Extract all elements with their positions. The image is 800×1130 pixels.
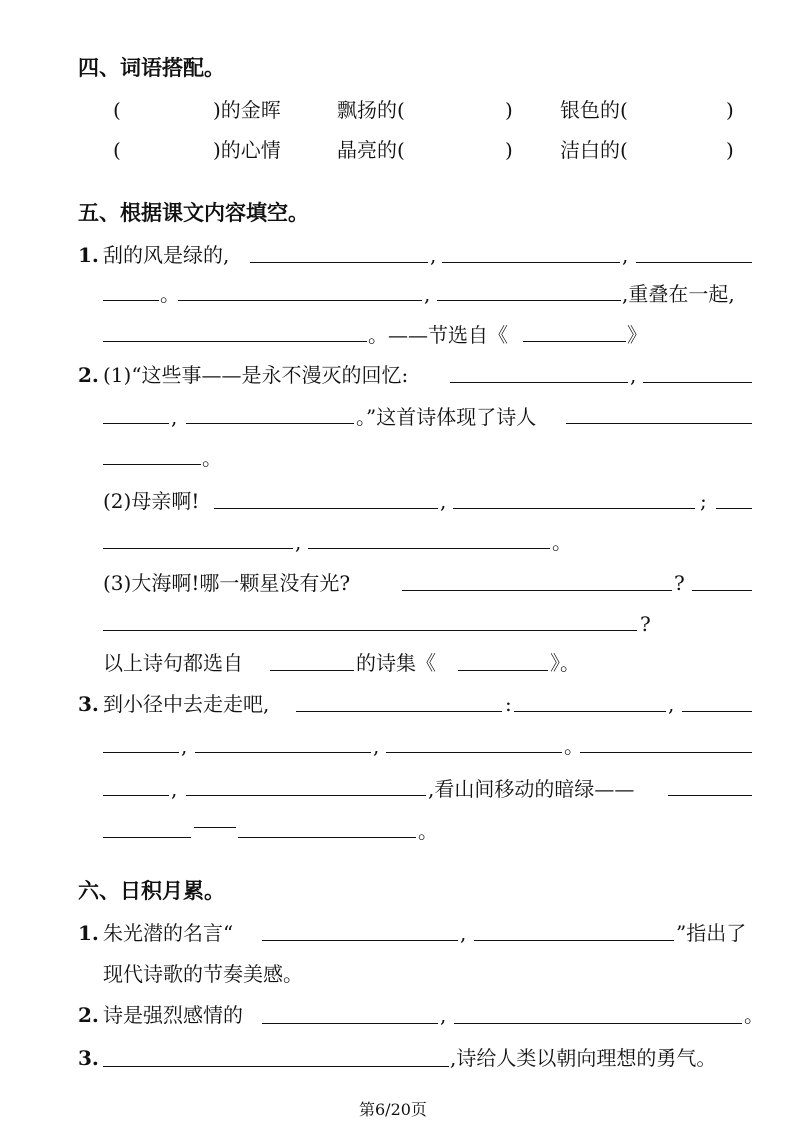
answer-blank[interactable]	[214, 508, 438, 509]
punct: 。	[744, 1003, 764, 1027]
answer-blank[interactable]	[238, 837, 416, 838]
answer-blank[interactable]	[178, 300, 422, 301]
answer-blank[interactable]	[250, 262, 428, 263]
answer-blank[interactable]	[636, 262, 752, 263]
answer-blank[interactable]	[103, 1066, 449, 1067]
punct: ?	[640, 612, 651, 636]
answer-blank[interactable]	[262, 940, 458, 941]
blank-paren-close: )	[726, 138, 734, 162]
question-number: 2.	[78, 1003, 99, 1027]
answer-blank[interactable]	[474, 940, 674, 941]
punct: 。	[564, 734, 584, 758]
answer-blank[interactable]	[453, 508, 695, 509]
punct: ,	[622, 243, 629, 267]
punct: ,	[171, 405, 178, 429]
phrase-jiebai: 洁白的(	[560, 138, 628, 162]
q3-text: ,看山间移动的暗绿——	[428, 777, 635, 801]
section-5-title: 五、根据课文内容填空。	[78, 201, 309, 225]
punct: ,	[181, 734, 188, 758]
punct: ,	[171, 777, 178, 801]
question-number: 2.	[78, 363, 99, 387]
answer-blank[interactable]	[103, 630, 637, 631]
q1-source: 。——节选自《	[368, 323, 508, 347]
punct: ,	[440, 1003, 447, 1027]
answer-blank[interactable]	[103, 752, 179, 753]
answer-blank[interactable]	[103, 548, 293, 549]
punct: ,	[430, 243, 437, 267]
q1-source-close: 》	[627, 323, 647, 347]
q2-part3-text: (3)大海啊!哪一颗星没有光?	[103, 571, 351, 595]
answer-blank[interactable]	[402, 590, 672, 591]
phrase-piaoyang: 飘扬的(	[337, 98, 405, 122]
q2-summary-text: 以上诗句都选自	[103, 651, 243, 675]
question-number: 3.	[78, 692, 99, 716]
answer-blank[interactable]	[716, 508, 752, 509]
answer-blank[interactable]	[566, 423, 752, 424]
question-number: 3.	[78, 1046, 99, 1070]
s6-q1-text: 现代诗歌的节奏美感。	[103, 962, 303, 986]
answer-blank[interactable]	[454, 1023, 742, 1024]
q2-part1-text: (1)“这些事——是永不漫灭的回忆:	[103, 363, 409, 387]
q1-text: 刮的风是绿的,	[103, 243, 230, 267]
phrase-xinqing: )的心情	[213, 138, 281, 162]
punct: ,	[373, 734, 380, 758]
punct: 。	[552, 530, 572, 554]
punct: 。	[160, 282, 180, 306]
phrase-jinhui: )的金晖	[213, 98, 281, 122]
punct: ,	[440, 489, 447, 513]
answer-blank[interactable]	[186, 423, 354, 424]
answer-blank[interactable]	[103, 423, 169, 424]
answer-blank[interactable]	[442, 262, 620, 263]
answer-blank[interactable]	[103, 464, 201, 465]
q2-part2-text: (2)母亲啊!	[103, 489, 200, 513]
answer-blank[interactable]	[103, 341, 367, 342]
blank-paren-close: )	[505, 138, 513, 162]
answer-blank[interactable]	[270, 670, 354, 671]
punct: ?	[674, 571, 685, 595]
q3-text: 到小径中去走走吧,	[103, 692, 270, 716]
answer-blank[interactable]	[186, 795, 426, 796]
s6-q3-text: ,诗给人类以朝向理想的勇气。	[450, 1046, 717, 1070]
section-4-title: 四、词语搭配。	[78, 56, 225, 80]
punct: ,	[630, 363, 637, 387]
answer-blank[interactable]	[103, 795, 169, 796]
answer-blank[interactable]	[514, 711, 666, 712]
dash-line	[194, 827, 236, 828]
punct: :	[505, 692, 512, 716]
s6-q1-text: ”指出了	[676, 921, 747, 945]
answer-blank[interactable]	[692, 590, 752, 591]
blank-paren-open: (	[113, 98, 121, 122]
answer-blank[interactable]	[437, 300, 621, 301]
answer-blank[interactable]	[682, 711, 752, 712]
q2-summary-text: 》。	[550, 651, 580, 675]
s6-q1-text: 朱光潜的名言“	[103, 921, 234, 945]
answer-blank[interactable]	[458, 670, 548, 671]
answer-blank[interactable]	[308, 548, 550, 549]
phrase-jingliang: 晶亮的(	[337, 138, 405, 162]
answer-blank[interactable]	[643, 382, 752, 383]
punct: ,	[668, 692, 675, 716]
answer-blank[interactable]	[103, 837, 191, 838]
answer-blank[interactable]	[668, 795, 752, 796]
punct: ,	[424, 282, 431, 306]
blank-paren-open: (	[113, 138, 121, 162]
s6-q2-text: 诗是强烈感情的	[103, 1003, 243, 1027]
q2-summary-text: 的诗集《	[356, 651, 436, 675]
punct: ;	[700, 489, 707, 513]
question-number: 1.	[78, 243, 99, 267]
phrase-yinse: 银色的(	[560, 98, 628, 122]
answer-blank[interactable]	[523, 341, 626, 342]
blank-paren-close: )	[726, 98, 734, 122]
question-number: 1.	[78, 921, 99, 945]
punct: ,	[460, 921, 467, 945]
punct: 。	[202, 446, 222, 470]
section-6-title: 六、日积月累。	[78, 879, 225, 903]
answer-blank[interactable]	[450, 382, 628, 383]
answer-blank[interactable]	[580, 752, 752, 753]
answer-blank[interactable]	[262, 1023, 438, 1024]
answer-blank[interactable]	[296, 711, 502, 712]
blank-paren-close: )	[505, 98, 513, 122]
answer-blank[interactable]	[195, 752, 371, 753]
answer-blank[interactable]	[386, 752, 562, 753]
page-number: 第6/20页	[359, 1100, 427, 1119]
q2-part1-text: 。”这首诗体现了诗人	[356, 405, 537, 429]
punct: ,	[295, 530, 302, 554]
answer-blank[interactable]	[103, 300, 159, 301]
q1-text: ,重叠在一起,	[622, 282, 735, 306]
punct: 。	[418, 819, 438, 843]
